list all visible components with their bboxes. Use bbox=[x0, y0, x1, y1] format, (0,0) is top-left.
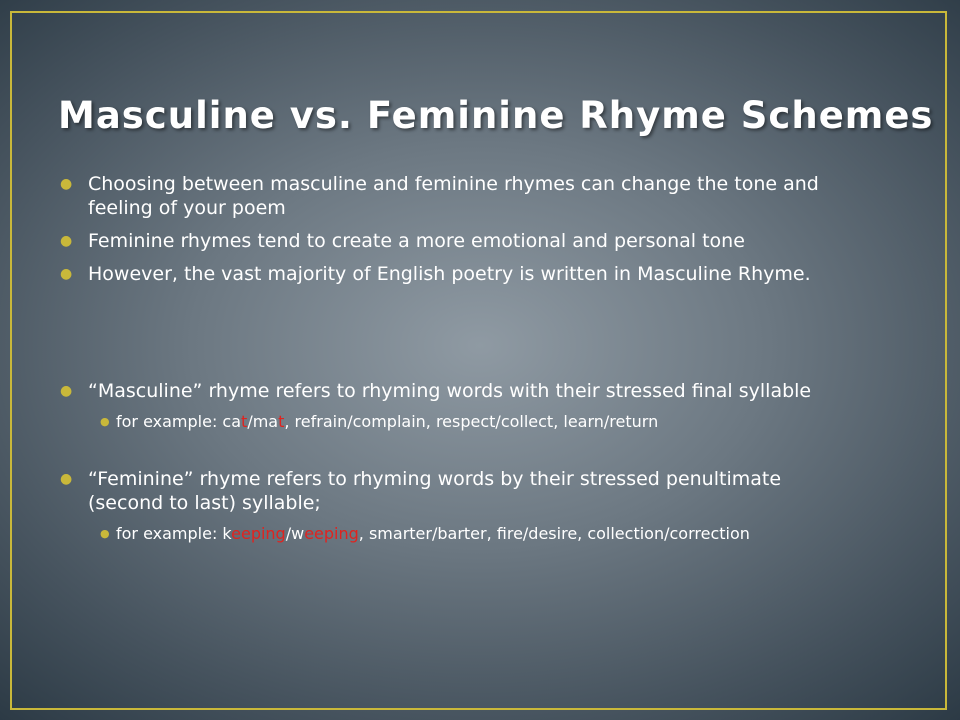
example-highlight: eeping bbox=[304, 524, 359, 543]
bullet-item bbox=[60, 262, 850, 286]
slide-title: Masculine vs. Feminine Rhyme Schemes bbox=[58, 94, 934, 137]
bullet-text: Feminine rhymes tend to create a more emotional and personal tone bbox=[88, 230, 745, 252]
bullet-text: “Masculine” rhyme refers to rhyming words with their stressed final syllable bbox=[88, 380, 812, 402]
bullet-text: However, the vast majority of English poetry is written in Masculine Rhyme. bbox=[88, 263, 811, 285]
example-highlight: t bbox=[241, 412, 248, 431]
example-part: /w bbox=[285, 524, 305, 543]
sub-bullet-masculine-example bbox=[60, 412, 850, 432]
bullet-dot-icon: ● bbox=[60, 471, 73, 487]
bullet-text: “Feminine” rhyme refers to rhyming words by their stressed penultimate (second to last) syllable; bbox=[88, 468, 782, 514]
bullet-dot-icon: ● bbox=[60, 176, 73, 192]
sub-bullet-dot-icon: ● bbox=[100, 415, 110, 428]
spacer bbox=[60, 295, 850, 379]
example-part: /ma bbox=[247, 412, 279, 431]
example-text bbox=[116, 524, 750, 543]
example-part: for example: k bbox=[116, 524, 232, 543]
spacer bbox=[60, 441, 850, 467]
bullet-item bbox=[60, 172, 850, 220]
sub-bullet-feminine-example bbox=[60, 524, 850, 544]
example-part: for example: ca bbox=[116, 412, 242, 431]
slide-content bbox=[60, 172, 850, 553]
bullet-text: Choosing between masculine and feminine rhymes can change the tone and feeling of your poem bbox=[88, 173, 819, 219]
bullet-dot-icon: ● bbox=[60, 383, 73, 399]
example-part: , smarter/barter, fire/desire, collection/correction bbox=[358, 524, 750, 543]
bullet-dot-icon: ● bbox=[60, 233, 73, 249]
example-highlight: t bbox=[278, 412, 285, 431]
bullet-item bbox=[60, 229, 850, 253]
bullet-item-masculine bbox=[60, 379, 850, 403]
example-part: , refrain/complain, respect/collect, learn/return bbox=[284, 412, 659, 431]
bullet-dot-icon: ● bbox=[60, 266, 73, 282]
sub-bullet-dot-icon: ● bbox=[100, 527, 110, 540]
example-text bbox=[116, 412, 658, 431]
bullet-item-feminine bbox=[60, 467, 850, 515]
example-highlight: eeping bbox=[231, 524, 286, 543]
